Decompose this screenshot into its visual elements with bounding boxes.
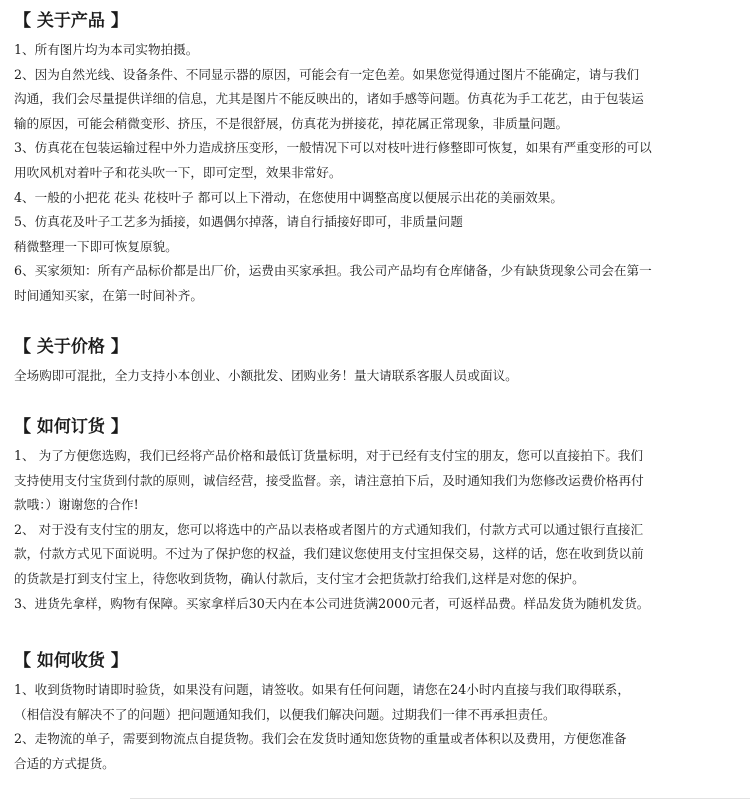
text-line: 款哦：）谢谢您的合作! [14,497,139,513]
text-line: 4、一般的小把花 花头 花枝叶子 都可以上下滑动，在您使用中调整高度以便展示出花的美丽效果。 [14,189,563,205]
text-line: 合适的方式提货。 [14,755,115,771]
text-line: 3、进货先拿样，购物有保障。买家拿样后30天内在本公司进货满2000元者，可返样品费。样品发货为随机发货。 [14,595,650,611]
text-line: 3、仿真花在包装运输过程中外力造成挤压变形，一般情况下可以对枝叶进行修整即可恢复，如果有严重变形的可以 [14,140,652,156]
text-line: 5、仿真花及叶子工艺多为插接，如遇偶尔掉落，请自行插接好即可，非质量问题 [14,214,463,230]
section-heading: 【 关于价格 】 [14,337,128,357]
section-heading: 【 如何收货 】 [14,651,128,671]
text-line: 沟通，我们会尽量提供详细的信息，尤其是图片不能反映出的，诸如手感等问题。仿真花为手工花艺，由于包装运 [14,91,644,107]
section-body [14,38,742,309]
text-line: 1、收到货物时请即时验货，如果没有问题，请签收。如果有任何问题，请您在24小时内直接与我们取得联系， [14,682,630,697]
text-line: 2、因为自然光线、设备条件、不同显示器的原因，可能会有一定色差。如果您觉得通过图片不能确定，请与我们 [14,66,640,82]
section-about-price [14,334,742,389]
text-line: 支持使用支付宝货到付款的原则，诚信经营，接受监督。亲，请注意拍下后，及时通知我们为您修改运费价格再付 [14,472,644,488]
section-body [14,678,742,776]
text-line: 全场购即可混批，全力支持小本创业、小额批发、团购业务！量大请联系客服人员或面议。 [14,368,518,383]
section-how-to-receive [14,648,742,776]
bottom-divider [130,798,750,799]
section-body [14,444,742,616]
text-line: 的货款是打到支付宝上，待您收到货物，确认付款后，支付宝才会把货款打给我们,这样是对您的保护。 [14,570,585,586]
section-how-to-order [14,414,742,616]
text-line: 1、所有图片均为本司实物拍摄。 [14,42,199,57]
text-line: 款，付款方式见下面说明。不过为了保护您的权益，我们建议您使用支付宝担保交易，这样的话，您在收到货以前 [14,546,644,562]
text-line: （相信没有解决不了的问题）把问题通知我们，以便我们解决问题。过期我们一律不再承担责任。 [14,706,556,722]
text-line: 6、买家须知：所有产品标价都是出厂价，运费由买家承担。我公司产品均有仓库储备，少有缺货现象公司会在第一 [14,263,652,279]
text-line: 稍微整理一下即可恢复原貌。 [14,238,178,254]
section-heading: 【 关于产品 】 [14,11,128,31]
text-line: 2、走物流的单子，需要到物流点自提货物。我们会在发货时通知您货物的重量或者体积以及费用，方便您准备 [14,731,627,747]
text-line: 输的原因，可能会稍微变形、挤压，不是很舒展，仿真花为拼接花，掉花属正常现象，非质量问题。 [14,115,569,131]
section-heading: 【 如何订货 】 [14,417,128,437]
section-about-products [14,8,742,309]
text-line: 时间通知买家，在第一时间补齐。 [14,287,203,303]
text-line: 用吹风机对着叶子和花头吹一下，即可定型，效果非常好。 [14,164,342,180]
text-line: 1、 为了方便您选购，我们已经将产品价格和最低订货量标明，对于已经有支付宝的朋友，您可以直接拍下。我们 [14,448,644,463]
section-body [14,364,742,389]
text-line: 2、 对于没有支付宝的朋友，您可以将选中的产品以表格或者图片的方式通知我们，付款方式可以通过银行直接汇 [14,521,644,537]
